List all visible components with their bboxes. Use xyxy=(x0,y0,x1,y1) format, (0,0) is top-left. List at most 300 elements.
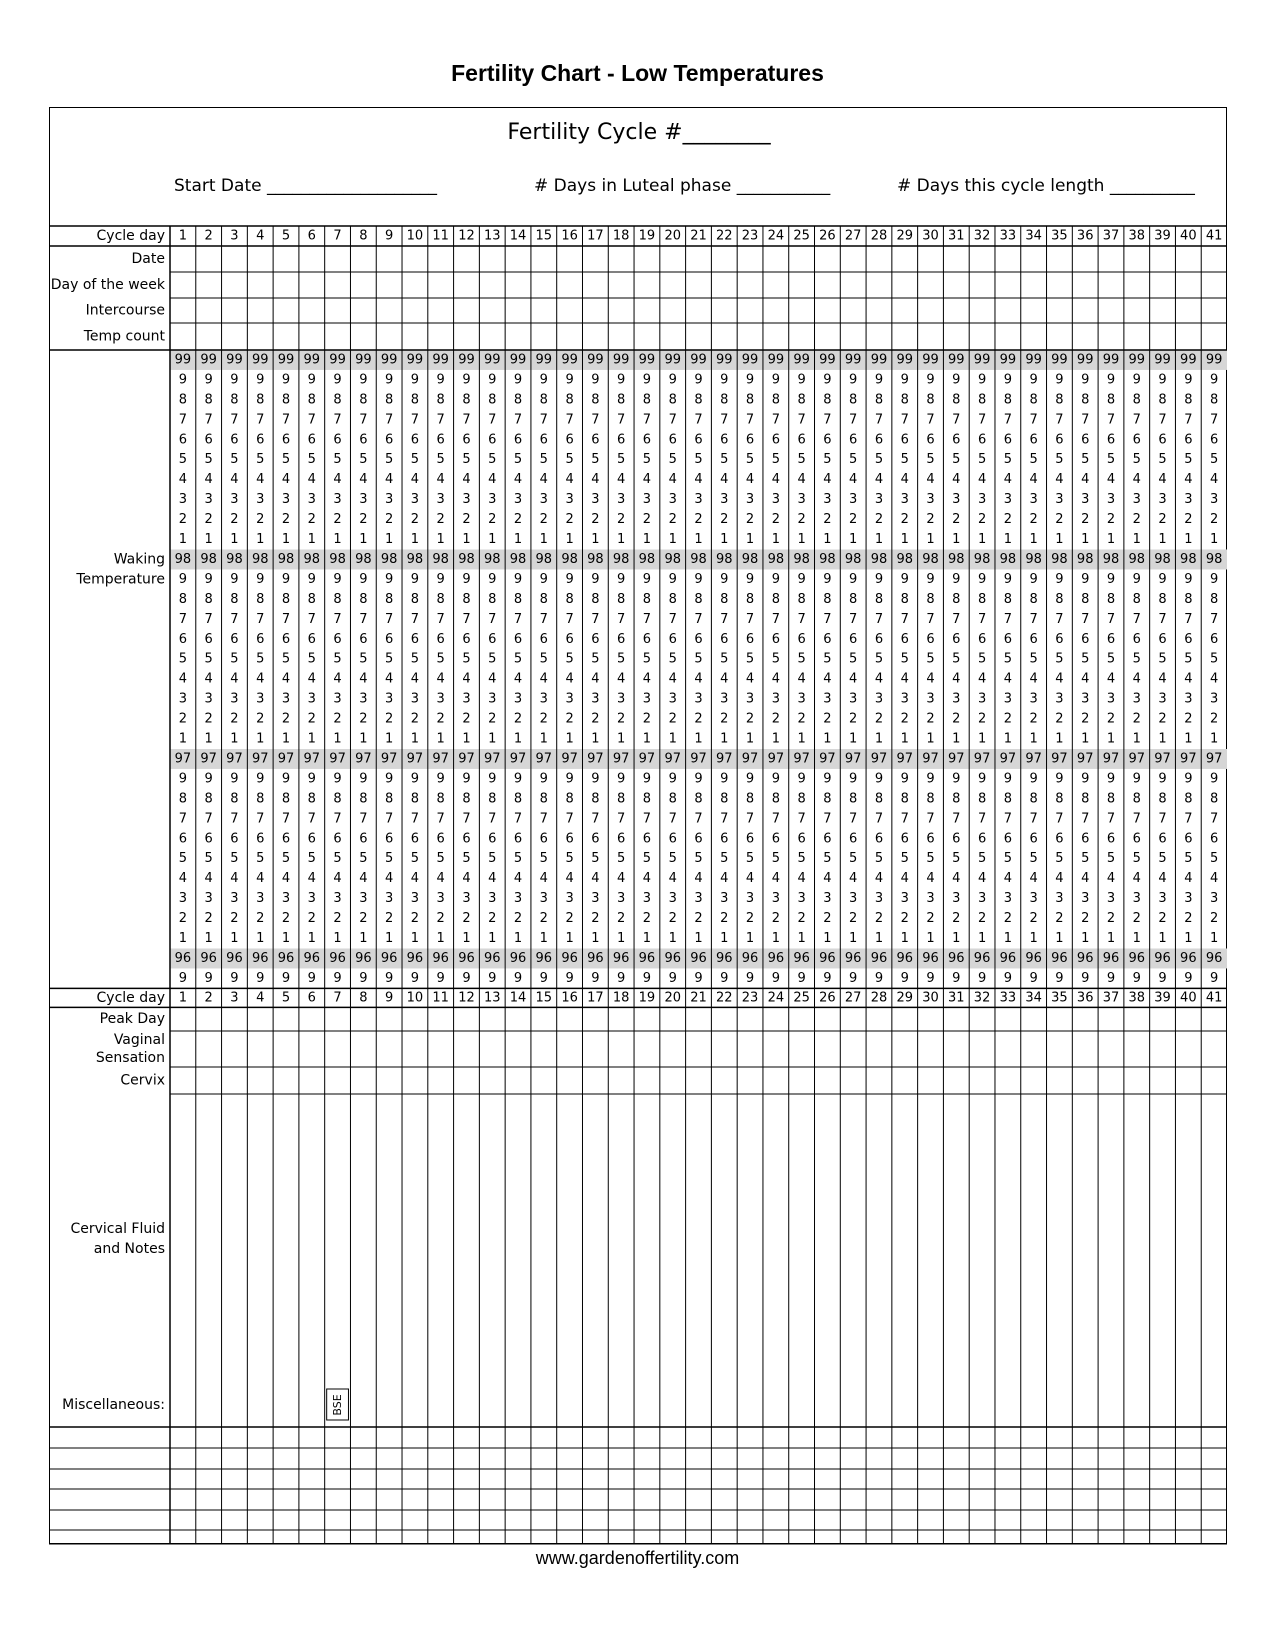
temp-value: 1 xyxy=(874,731,884,747)
temp-value: 5 xyxy=(874,452,884,468)
cycle-day-number: 12 xyxy=(458,228,475,244)
temp-value: 2 xyxy=(926,711,935,727)
temp-value: 98 xyxy=(870,551,888,567)
temp-value: 6 xyxy=(410,831,420,847)
temp-value: 1 xyxy=(900,731,909,747)
temp-value: 2 xyxy=(436,711,445,727)
temp-value: 6 xyxy=(384,831,394,847)
temp-value: 8 xyxy=(1029,591,1038,607)
cycle-day-number: 6 xyxy=(307,228,316,244)
temp-value: 3 xyxy=(256,492,265,508)
temp-value: 2 xyxy=(745,512,755,528)
temp-value: 7 xyxy=(771,412,780,428)
temp-value: 4 xyxy=(797,472,806,488)
temp-value: 7 xyxy=(204,611,213,627)
temp-value: 2 xyxy=(720,711,729,727)
temp-value: 9 xyxy=(1003,970,1013,986)
temp-value: 6 xyxy=(591,831,600,847)
temp-value: 1 xyxy=(1106,931,1116,947)
temp-value: 5 xyxy=(720,851,729,867)
temp-value: 97 xyxy=(432,751,449,767)
temp-value: 3 xyxy=(1029,492,1038,508)
temp-value: 99 xyxy=(251,352,269,368)
temp-value: 8 xyxy=(462,591,471,607)
cycle-day-number: 13 xyxy=(483,990,501,1006)
temp-value: 99 xyxy=(922,352,939,368)
temp-value: 9 xyxy=(204,970,213,986)
temp-value: 1 xyxy=(1184,731,1193,747)
temp-value: 2 xyxy=(874,911,884,927)
temp-value: 6 xyxy=(1132,631,1141,647)
temp-value: 6 xyxy=(410,432,420,448)
temp-value: 3 xyxy=(926,891,935,907)
temp-value: 7 xyxy=(1029,811,1038,827)
temp-value: 3 xyxy=(1081,691,1090,707)
temp-value: 9 xyxy=(952,571,961,587)
temp-value: 8 xyxy=(462,791,471,807)
temp-value: 6 xyxy=(436,432,445,448)
temp-value: 8 xyxy=(230,791,239,807)
temp-value: 5 xyxy=(1106,651,1116,667)
temp-value: 99 xyxy=(1102,352,1120,368)
temp-value: 99 xyxy=(535,352,553,368)
temp-value: 96 xyxy=(716,950,733,966)
temp-value: 5 xyxy=(617,651,626,667)
temp-value: 4 xyxy=(694,472,703,488)
temp-value: 4 xyxy=(745,472,755,488)
temp-value: 4 xyxy=(204,671,213,687)
temp-value: 6 xyxy=(694,631,703,647)
temp-value: 3 xyxy=(591,891,600,907)
temp-value: 1 xyxy=(849,731,858,747)
temp-value: 2 xyxy=(694,711,703,727)
temp-value: 6 xyxy=(230,631,239,647)
temp-value: 8 xyxy=(617,591,626,607)
temp-value: 96 xyxy=(1051,950,1068,966)
temp-value: 6 xyxy=(977,432,987,448)
temp-value: 97 xyxy=(896,751,914,767)
page-title: Fertility Chart - Low Temperatures xyxy=(451,60,824,86)
temp-value: 6 xyxy=(462,831,471,847)
temp-value: 7 xyxy=(230,811,239,827)
temp-value: 3 xyxy=(1132,691,1141,707)
temp-value: 9 xyxy=(900,372,909,388)
temp-value: 3 xyxy=(256,891,265,907)
temp-value: 6 xyxy=(539,631,548,647)
temp-value: 99 xyxy=(1128,352,1146,368)
temp-value: 8 xyxy=(1132,392,1141,408)
temp-value: 6 xyxy=(771,831,780,847)
temp-value: 1 xyxy=(1081,532,1090,548)
temp-value: 6 xyxy=(617,831,626,847)
temp-value: 5 xyxy=(874,851,884,867)
temp-value: 7 xyxy=(1209,412,1219,428)
temp-value: 1 xyxy=(926,532,935,548)
temp-value: 3 xyxy=(823,492,832,508)
temp-value: 7 xyxy=(745,611,755,627)
temp-value: 2 xyxy=(952,711,961,727)
temp-value: 7 xyxy=(565,611,574,627)
cycle-day-number: 39 xyxy=(1154,228,1171,244)
temp-value: 4 xyxy=(952,871,961,887)
temp-value: 8 xyxy=(565,791,574,807)
temp-value: 9 xyxy=(462,771,471,787)
temp-value: 9 xyxy=(642,571,652,587)
temp-value: 2 xyxy=(668,911,677,927)
temp-value: 7 xyxy=(1003,811,1013,827)
temp-value: 5 xyxy=(281,452,291,468)
cycle-day-number: 37 xyxy=(1102,228,1120,244)
cycle-day-number: 28 xyxy=(870,228,888,244)
temp-value: 7 xyxy=(256,611,265,627)
temp-value: 6 xyxy=(410,631,420,647)
temp-value: 6 xyxy=(281,432,291,448)
temp-value: 1 xyxy=(333,532,342,548)
cycle-day-number: 10 xyxy=(406,228,424,244)
temp-value: 2 xyxy=(1081,512,1090,528)
temp-value: 97 xyxy=(355,751,372,767)
temp-value: 5 xyxy=(256,452,265,468)
cycle-day-number: 19 xyxy=(638,228,656,244)
cycle-day-number: 8 xyxy=(359,990,368,1006)
temp-value: 5 xyxy=(436,851,445,867)
start-date-field[interactable]: Start Date ____________________ xyxy=(174,176,437,196)
temp-value: 5 xyxy=(1132,851,1141,867)
temp-value: 98 xyxy=(1154,551,1171,567)
temp-value: 8 xyxy=(720,591,729,607)
temp-value: 1 xyxy=(720,731,729,747)
temp-value: 2 xyxy=(823,512,832,528)
footer-url: www.gardenoffertility.com xyxy=(535,1548,740,1568)
temp-value: 99 xyxy=(664,352,681,368)
temp-value: 5 xyxy=(1029,651,1038,667)
temp-value: 96 xyxy=(664,950,681,966)
cycle-number-field[interactable]: Fertility Cycle #________ xyxy=(507,120,771,145)
temp-value: 99 xyxy=(1025,352,1042,368)
temp-value: 9 xyxy=(1158,372,1167,388)
temp-value: 4 xyxy=(823,671,832,687)
temp-value: 4 xyxy=(591,871,600,887)
temp-value: 5 xyxy=(204,452,213,468)
temp-value: 9 xyxy=(204,571,213,587)
temp-value: 6 xyxy=(565,432,574,448)
temp-value: 1 xyxy=(539,731,548,747)
temp-value: 99 xyxy=(277,352,295,368)
temp-value: 2 xyxy=(591,911,600,927)
temp-value: 8 xyxy=(1081,392,1090,408)
temp-value: 99 xyxy=(844,352,862,368)
temp-value: 4 xyxy=(230,671,239,687)
temp-value: 7 xyxy=(1209,811,1219,827)
temp-value: 1 xyxy=(849,931,858,947)
temp-value: 3 xyxy=(565,891,574,907)
luteal-phase-field[interactable]: # Days in Luteal phase ___________ xyxy=(534,176,831,196)
temp-value: 6 xyxy=(1029,432,1038,448)
temp-value: 2 xyxy=(900,911,909,927)
temp-value: 2 xyxy=(1081,911,1090,927)
temp-value: 5 xyxy=(797,651,806,667)
temp-value: 9 xyxy=(668,970,677,986)
temp-value: 9 xyxy=(488,372,497,388)
temp-value: 99 xyxy=(380,352,398,368)
temp-value: 1 xyxy=(359,731,368,747)
temp-value: 6 xyxy=(307,831,316,847)
temp-value: 97 xyxy=(716,751,733,767)
temp-value: 5 xyxy=(359,452,368,468)
temp-value: 97 xyxy=(1025,751,1042,767)
temp-value: 5 xyxy=(591,651,600,667)
temp-value: 7 xyxy=(410,611,420,627)
temp-value: 2 xyxy=(1158,512,1167,528)
temp-value: 6 xyxy=(1029,631,1038,647)
temp-value: 1 xyxy=(926,731,935,747)
temp-value: 8 xyxy=(1158,791,1167,807)
temp-value: 2 xyxy=(230,512,239,528)
temp-value: 5 xyxy=(926,851,935,867)
temp-value: 4 xyxy=(1106,472,1116,488)
temp-value: 99 xyxy=(303,352,321,368)
temp-value: 6 xyxy=(384,432,394,448)
temp-value: 9 xyxy=(1081,372,1090,388)
temp-value: 4 xyxy=(926,871,935,887)
temp-value: 4 xyxy=(1158,671,1167,687)
temp-value: 8 xyxy=(823,591,832,607)
cycle-day-number: 6 xyxy=(307,990,316,1006)
temp-value: 8 xyxy=(900,791,909,807)
temp-value: 3 xyxy=(307,691,316,707)
temp-value: 3 xyxy=(874,492,884,508)
temp-value: 2 xyxy=(513,512,523,528)
cycle-day-number: 36 xyxy=(1076,228,1094,244)
temp-value: 98 xyxy=(1180,551,1197,567)
temp-value: 6 xyxy=(668,831,677,847)
temp-value: 4 xyxy=(745,671,755,687)
temp-value: 6 xyxy=(488,631,497,647)
temp-value: 5 xyxy=(1106,452,1116,468)
cycle-day-number: 18 xyxy=(612,990,630,1006)
temp-value: 7 xyxy=(359,811,368,827)
temp-value: 96 xyxy=(741,950,759,966)
temp-value: 1 xyxy=(410,931,420,947)
temp-value: 3 xyxy=(617,691,626,707)
temp-value: 9 xyxy=(513,771,523,787)
temp-value: 7 xyxy=(617,811,626,827)
temp-value: 6 xyxy=(359,432,368,448)
temp-value: 8 xyxy=(797,591,806,607)
temp-value: 97 xyxy=(767,751,785,767)
temp-value: 4 xyxy=(333,671,342,687)
temp-value: 7 xyxy=(1055,811,1064,827)
temp-value: 3 xyxy=(1003,691,1013,707)
temp-value: 9 xyxy=(745,970,755,986)
temp-value: 7 xyxy=(874,611,884,627)
temp-value: 3 xyxy=(462,691,471,707)
temp-value: 8 xyxy=(1184,591,1193,607)
cycle-day-number: 4 xyxy=(256,228,265,244)
temp-value: 5 xyxy=(333,651,342,667)
temp-value: 1 xyxy=(771,931,780,947)
temp-value: 1 xyxy=(1209,731,1219,747)
temp-value: 96 xyxy=(277,950,295,966)
temp-value: 8 xyxy=(823,392,832,408)
temp-value: 9 xyxy=(333,571,342,587)
temp-value: 2 xyxy=(1055,711,1064,727)
cycle-day-number: 17 xyxy=(587,228,604,244)
temp-value: 7 xyxy=(642,412,652,428)
temp-value: 9 xyxy=(900,970,909,986)
temp-value: 9 xyxy=(204,771,213,787)
temp-value: 6 xyxy=(1106,432,1116,448)
temp-value: 5 xyxy=(952,452,961,468)
cycle-day-number: 20 xyxy=(664,990,681,1006)
temp-value: 8 xyxy=(874,591,884,607)
temp-value: 5 xyxy=(1184,452,1193,468)
temp-value: 5 xyxy=(565,452,574,468)
temp-value: 9 xyxy=(977,771,987,787)
temp-value: 5 xyxy=(617,452,626,468)
temp-value: 9 xyxy=(823,771,832,787)
temp-value: 1 xyxy=(745,731,755,747)
cycle-day-number: 1 xyxy=(178,990,188,1006)
temp-value: 5 xyxy=(384,851,394,867)
temp-value: 6 xyxy=(204,432,213,448)
temp-value: 97 xyxy=(793,751,810,767)
temp-value: 7 xyxy=(488,412,497,428)
cycle-length-field[interactable]: # Days this cycle length __________ xyxy=(897,176,1195,196)
temp-value: 1 xyxy=(591,532,600,548)
temp-value: 4 xyxy=(565,871,574,887)
temp-value: 7 xyxy=(178,412,188,428)
temp-value: 9 xyxy=(668,571,677,587)
temp-value: 2 xyxy=(1184,512,1193,528)
temp-value: 96 xyxy=(999,950,1017,966)
temp-value: 7 xyxy=(539,611,548,627)
temp-value: 99 xyxy=(483,352,501,368)
temp-value: 5 xyxy=(436,651,445,667)
temp-value: 9 xyxy=(668,771,677,787)
temp-value: 4 xyxy=(281,671,291,687)
temp-value: 97 xyxy=(844,751,862,767)
temp-value: 99 xyxy=(638,352,656,368)
temp-value: 2 xyxy=(952,911,961,927)
temp-value: 9 xyxy=(384,372,394,388)
temp-value: 3 xyxy=(384,492,394,508)
temp-value: 98 xyxy=(406,551,424,567)
temp-value: 6 xyxy=(513,432,523,448)
temp-value: 1 xyxy=(256,931,265,947)
temp-value: 2 xyxy=(745,911,755,927)
temp-value: 98 xyxy=(277,551,295,567)
temp-value: 7 xyxy=(230,611,239,627)
temp-value: 96 xyxy=(483,950,501,966)
temp-value: 3 xyxy=(204,891,213,907)
temp-value: 8 xyxy=(1029,791,1038,807)
temp-value: 7 xyxy=(1055,611,1064,627)
temp-value: 3 xyxy=(849,891,858,907)
temp-value: 7 xyxy=(1081,811,1090,827)
temp-value: 8 xyxy=(333,791,342,807)
temp-value: 9 xyxy=(256,372,265,388)
temp-value: 7 xyxy=(565,811,574,827)
temp-value: 7 xyxy=(668,811,677,827)
temp-value: 7 xyxy=(1158,412,1167,428)
temp-value: 9 xyxy=(204,372,213,388)
temp-value: 6 xyxy=(513,831,523,847)
temp-value: 98 xyxy=(226,551,243,567)
temp-value: 8 xyxy=(178,791,188,807)
temp-value: 96 xyxy=(1154,950,1171,966)
temp-value: 5 xyxy=(952,851,961,867)
temp-value: 98 xyxy=(999,551,1017,567)
temp-value: 9 xyxy=(926,970,935,986)
temp-value: 9 xyxy=(513,372,523,388)
temp-value: 6 xyxy=(230,432,239,448)
temp-value: 9 xyxy=(823,571,832,587)
temp-value: 7 xyxy=(694,412,703,428)
temp-value: 8 xyxy=(1106,791,1116,807)
temp-value: 6 xyxy=(668,631,677,647)
temp-value: 2 xyxy=(256,512,265,528)
temp-value: 99 xyxy=(226,352,243,368)
temp-value: 9 xyxy=(539,970,548,986)
temp-value: 2 xyxy=(256,711,265,727)
temp-value: 9 xyxy=(797,571,806,587)
temp-value: 7 xyxy=(797,811,806,827)
temp-value: 7 xyxy=(926,611,935,627)
temp-value: 99 xyxy=(458,352,475,368)
temp-value: 4 xyxy=(488,871,497,887)
temp-value: 99 xyxy=(973,352,991,368)
temp-value: 9 xyxy=(823,970,832,986)
temp-value: 6 xyxy=(204,831,213,847)
temp-value: 98 xyxy=(380,551,398,567)
temp-value: 9 xyxy=(952,372,961,388)
temp-value: 6 xyxy=(926,631,935,647)
temp-value: 4 xyxy=(1029,871,1038,887)
temp-value: 9 xyxy=(410,771,420,787)
temp-value: 6 xyxy=(617,432,626,448)
temp-value: 4 xyxy=(281,472,291,488)
cycle-day-number: 16 xyxy=(561,228,578,244)
temp-value: 1 xyxy=(384,731,394,747)
temp-value: 4 xyxy=(617,871,626,887)
temp-value: 4 xyxy=(591,472,600,488)
temp-value: 4 xyxy=(694,871,703,887)
temp-value: 8 xyxy=(952,392,961,408)
temp-value: 7 xyxy=(436,811,445,827)
temp-value: 99 xyxy=(406,352,424,368)
temp-value: 8 xyxy=(307,591,316,607)
temp-value: 4 xyxy=(823,472,832,488)
cycle-day-number: 23 xyxy=(741,990,759,1006)
temp-value: 9 xyxy=(745,571,755,587)
temp-value: 98 xyxy=(638,551,656,567)
temp-value: 3 xyxy=(745,492,755,508)
temp-value: 8 xyxy=(256,591,265,607)
cycle-day-number: 2 xyxy=(204,990,213,1006)
row-label-cycle-day-bottom: Cycle day xyxy=(96,989,165,1006)
temp-value: 2 xyxy=(307,512,316,528)
temp-value: 7 xyxy=(513,611,523,627)
temp-value: 1 xyxy=(668,532,677,548)
temp-value: 9 xyxy=(591,372,600,388)
temp-value: 9 xyxy=(307,372,316,388)
temp-value: 97 xyxy=(1205,751,1223,767)
temp-value: 3 xyxy=(694,691,703,707)
temp-value: 9 xyxy=(952,970,961,986)
temp-value: 1 xyxy=(436,532,445,548)
temp-value: 4 xyxy=(977,871,987,887)
